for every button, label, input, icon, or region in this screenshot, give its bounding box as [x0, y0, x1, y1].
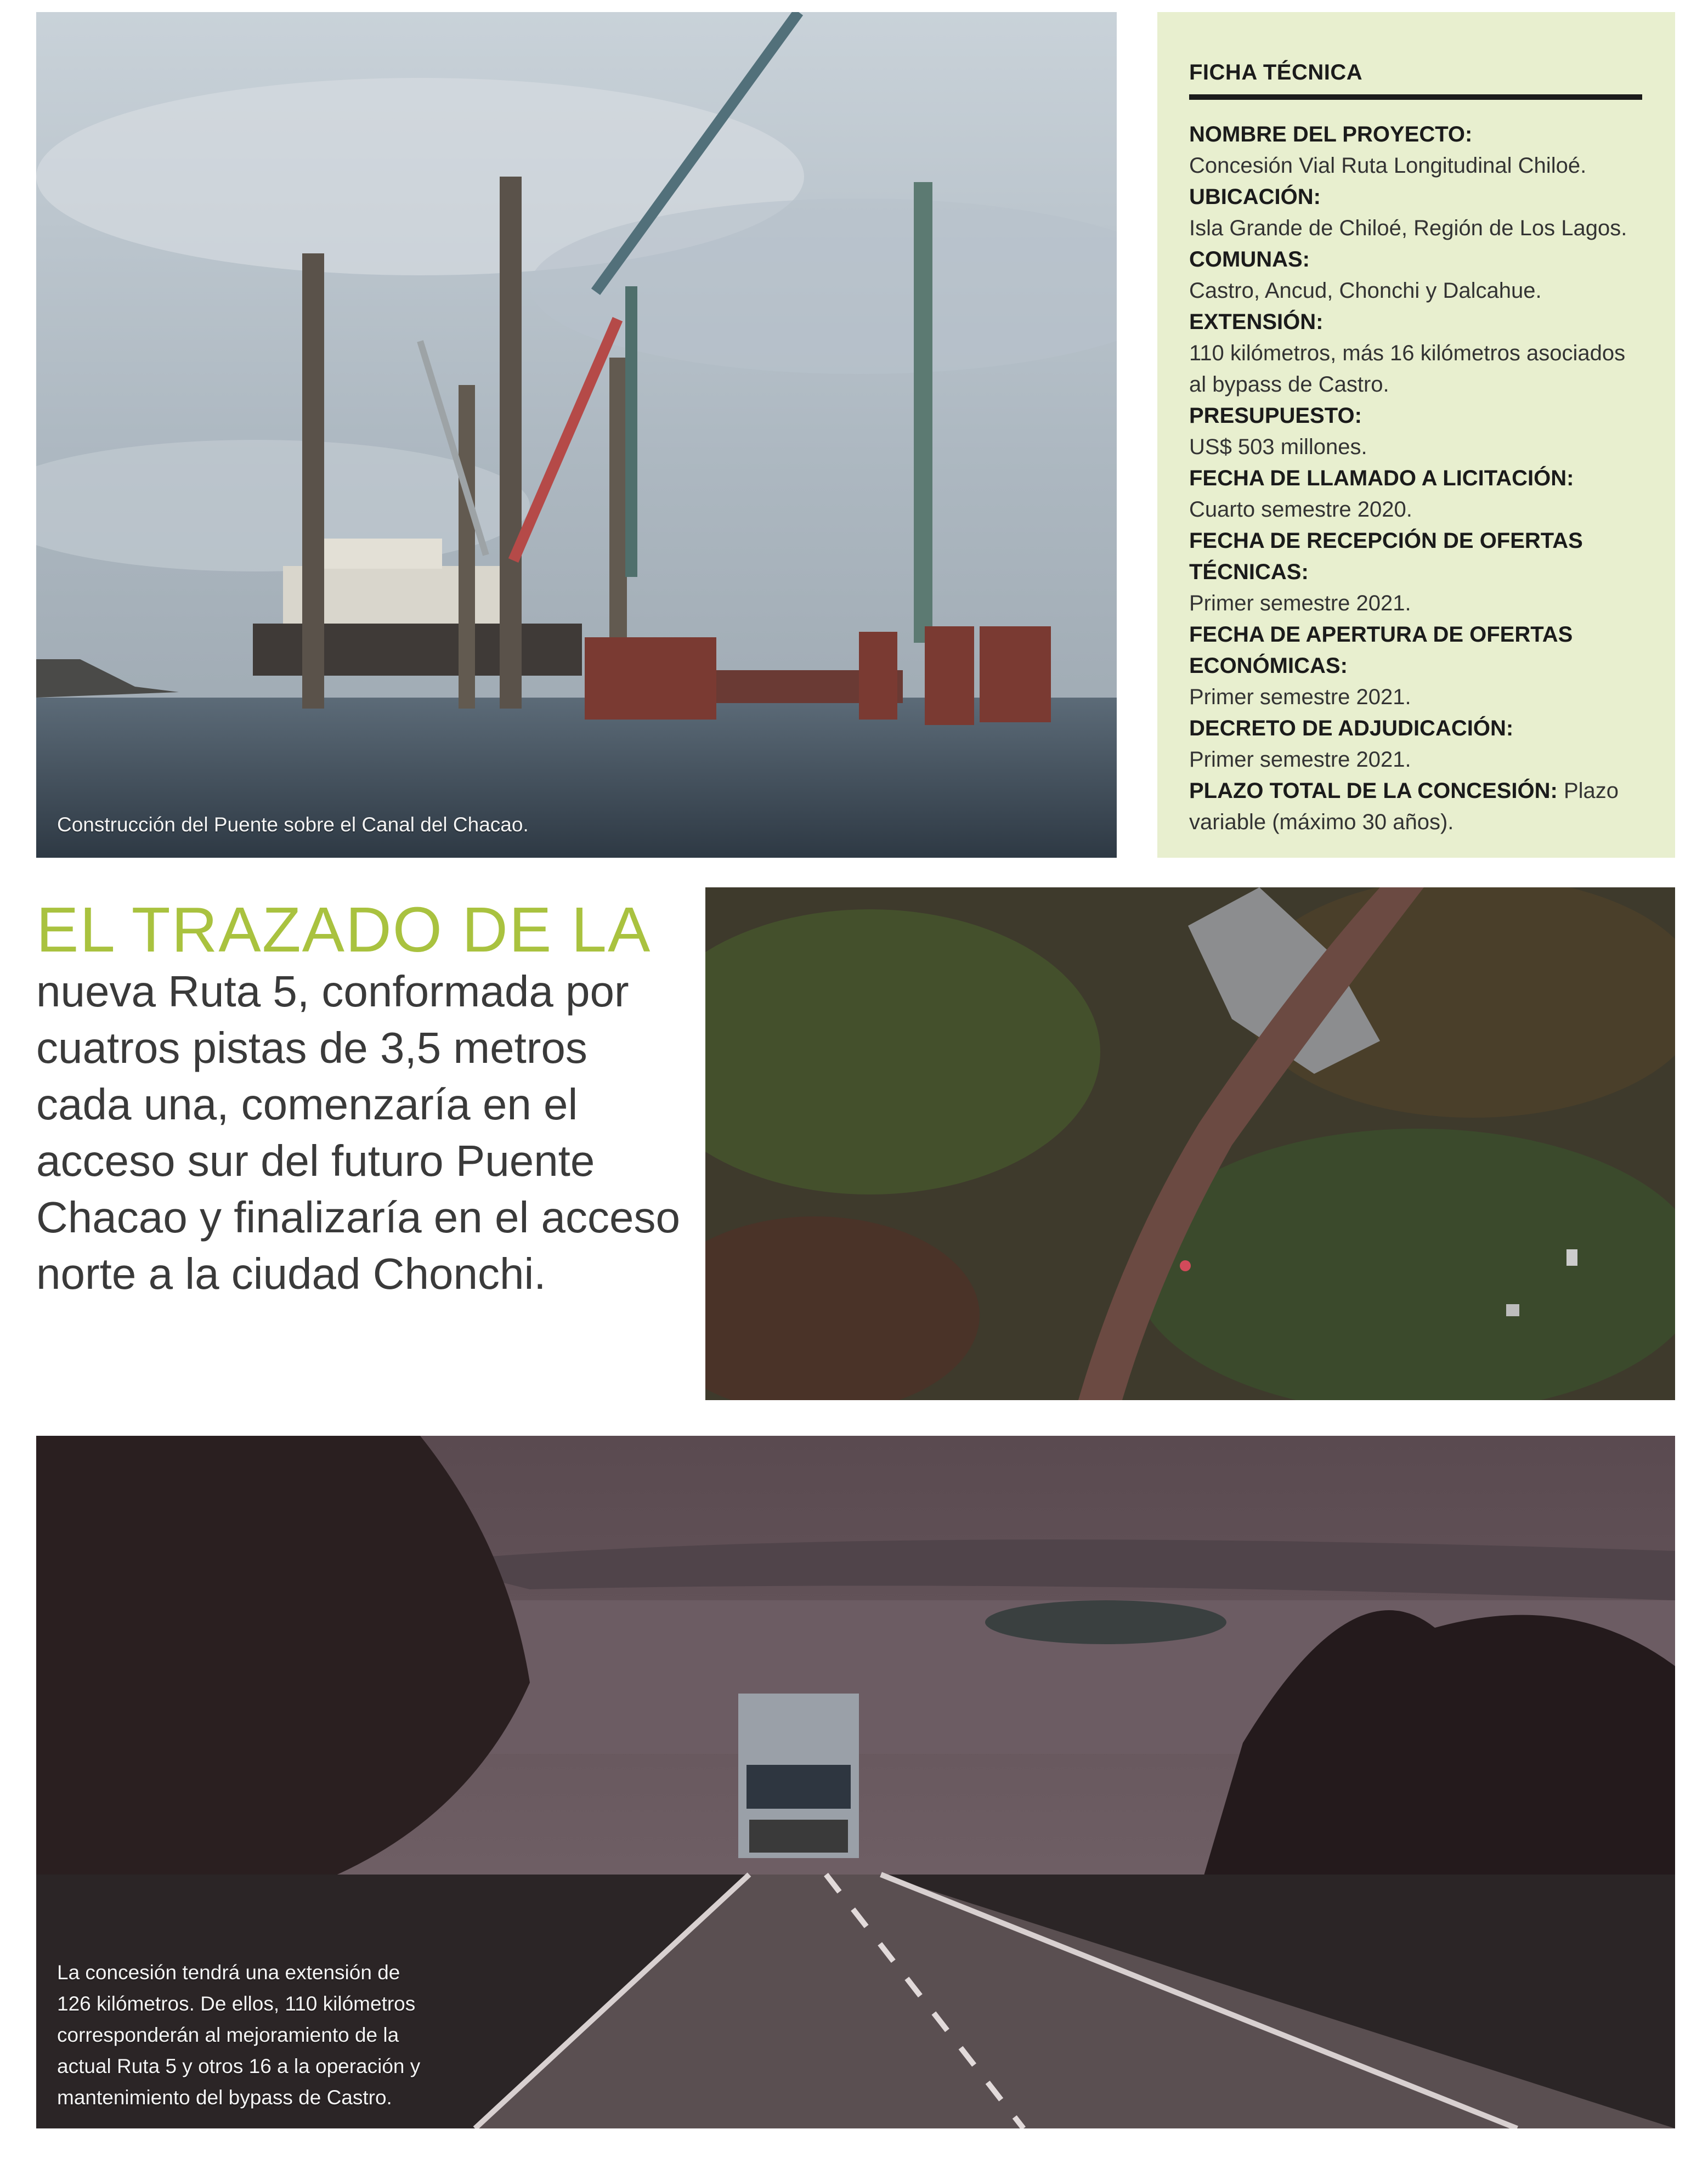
headline-block — [36, 894, 694, 1302]
field-label: FECHA DE APERTURA DE OFERTAS ECONÓMICAS: — [1189, 622, 1573, 678]
headline-lead: EL TRAZADO DE LA — [36, 894, 652, 965]
field-value: Concesión Vial Ruta Longitudinal Chiloé. — [1189, 154, 1587, 178]
field-label: PLAZO TOTAL DE LA CONCESIÓN: — [1189, 779, 1558, 803]
field-plazo — [1189, 775, 1644, 838]
field-value: Cuarto semestre 2020. — [1189, 497, 1412, 522]
bridge-construction-photo — [36, 12, 1117, 858]
field-label: FECHA DE LLAMADO A LICITACIÓN: — [1189, 466, 1574, 490]
field-value: Primer semestre 2021. — [1189, 748, 1411, 772]
field-value: Primer semestre 2021. — [1189, 591, 1411, 615]
field-value: Plazo variable (máximo 30 años). — [1189, 779, 1619, 834]
headline-body: nueva Ruta 5, conformada por cuatros pistas de 3,5 metros cada una, comenzaría en el acceso sur del futuro Puente Chacao y finalizaría en el acceso norte a la ciudad Chonchi. — [36, 967, 680, 1298]
field-value: Primer semestre 2021. — [1189, 685, 1411, 709]
aerial-road-illustration — [705, 887, 1675, 1400]
field-label: COMUNAS: — [1189, 247, 1310, 271]
field-value: Castro, Ancud, Chonchi y Dalcahue. — [1189, 279, 1542, 303]
field-label: FECHA DE RECEPCIÓN DE OFERTAS TÉCNICAS: — [1189, 529, 1583, 584]
field-value: Isla Grande de Chiloé, Región de Los Lagos. — [1189, 216, 1627, 240]
field-label: UBICACIÓN: — [1189, 185, 1321, 209]
bridge-construction-illustration — [36, 12, 1117, 858]
field-label: EXTENSIÓN: — [1189, 310, 1324, 334]
ficha-tecnica-box — [1157, 12, 1675, 858]
photo-caption: La concesión tendrá una extensión de 126 kilómetros. De ellos, 110 kilómetros corresponderán al mejoramiento de la actual Ruta 5 y otros 16 a la operación y mantenimiento del bypass de Castro. — [57, 1961, 421, 2109]
field-value: US$ 503 millones. — [1189, 435, 1367, 459]
ficha-body — [1189, 119, 1644, 838]
field-label: NOMBRE DEL PROYECTO: — [1189, 122, 1473, 146]
title-divider — [1189, 94, 1642, 100]
field-label: DECRETO DE ADJUDICACIÓN: — [1189, 716, 1514, 740]
field-label: PRESUPUESTO: — [1189, 404, 1362, 428]
photo-caption: Construcción del Puente sobre el Canal del Chacao. — [57, 813, 529, 836]
ficha-title: FICHA TÉCNICA — [1189, 60, 1363, 84]
field-value: 110 kilómetros, más 16 kilómetros asociados al bypass de Castro. — [1189, 341, 1626, 397]
road-truck-photo — [36, 1436, 1675, 2128]
aerial-road-photo — [705, 887, 1675, 1400]
